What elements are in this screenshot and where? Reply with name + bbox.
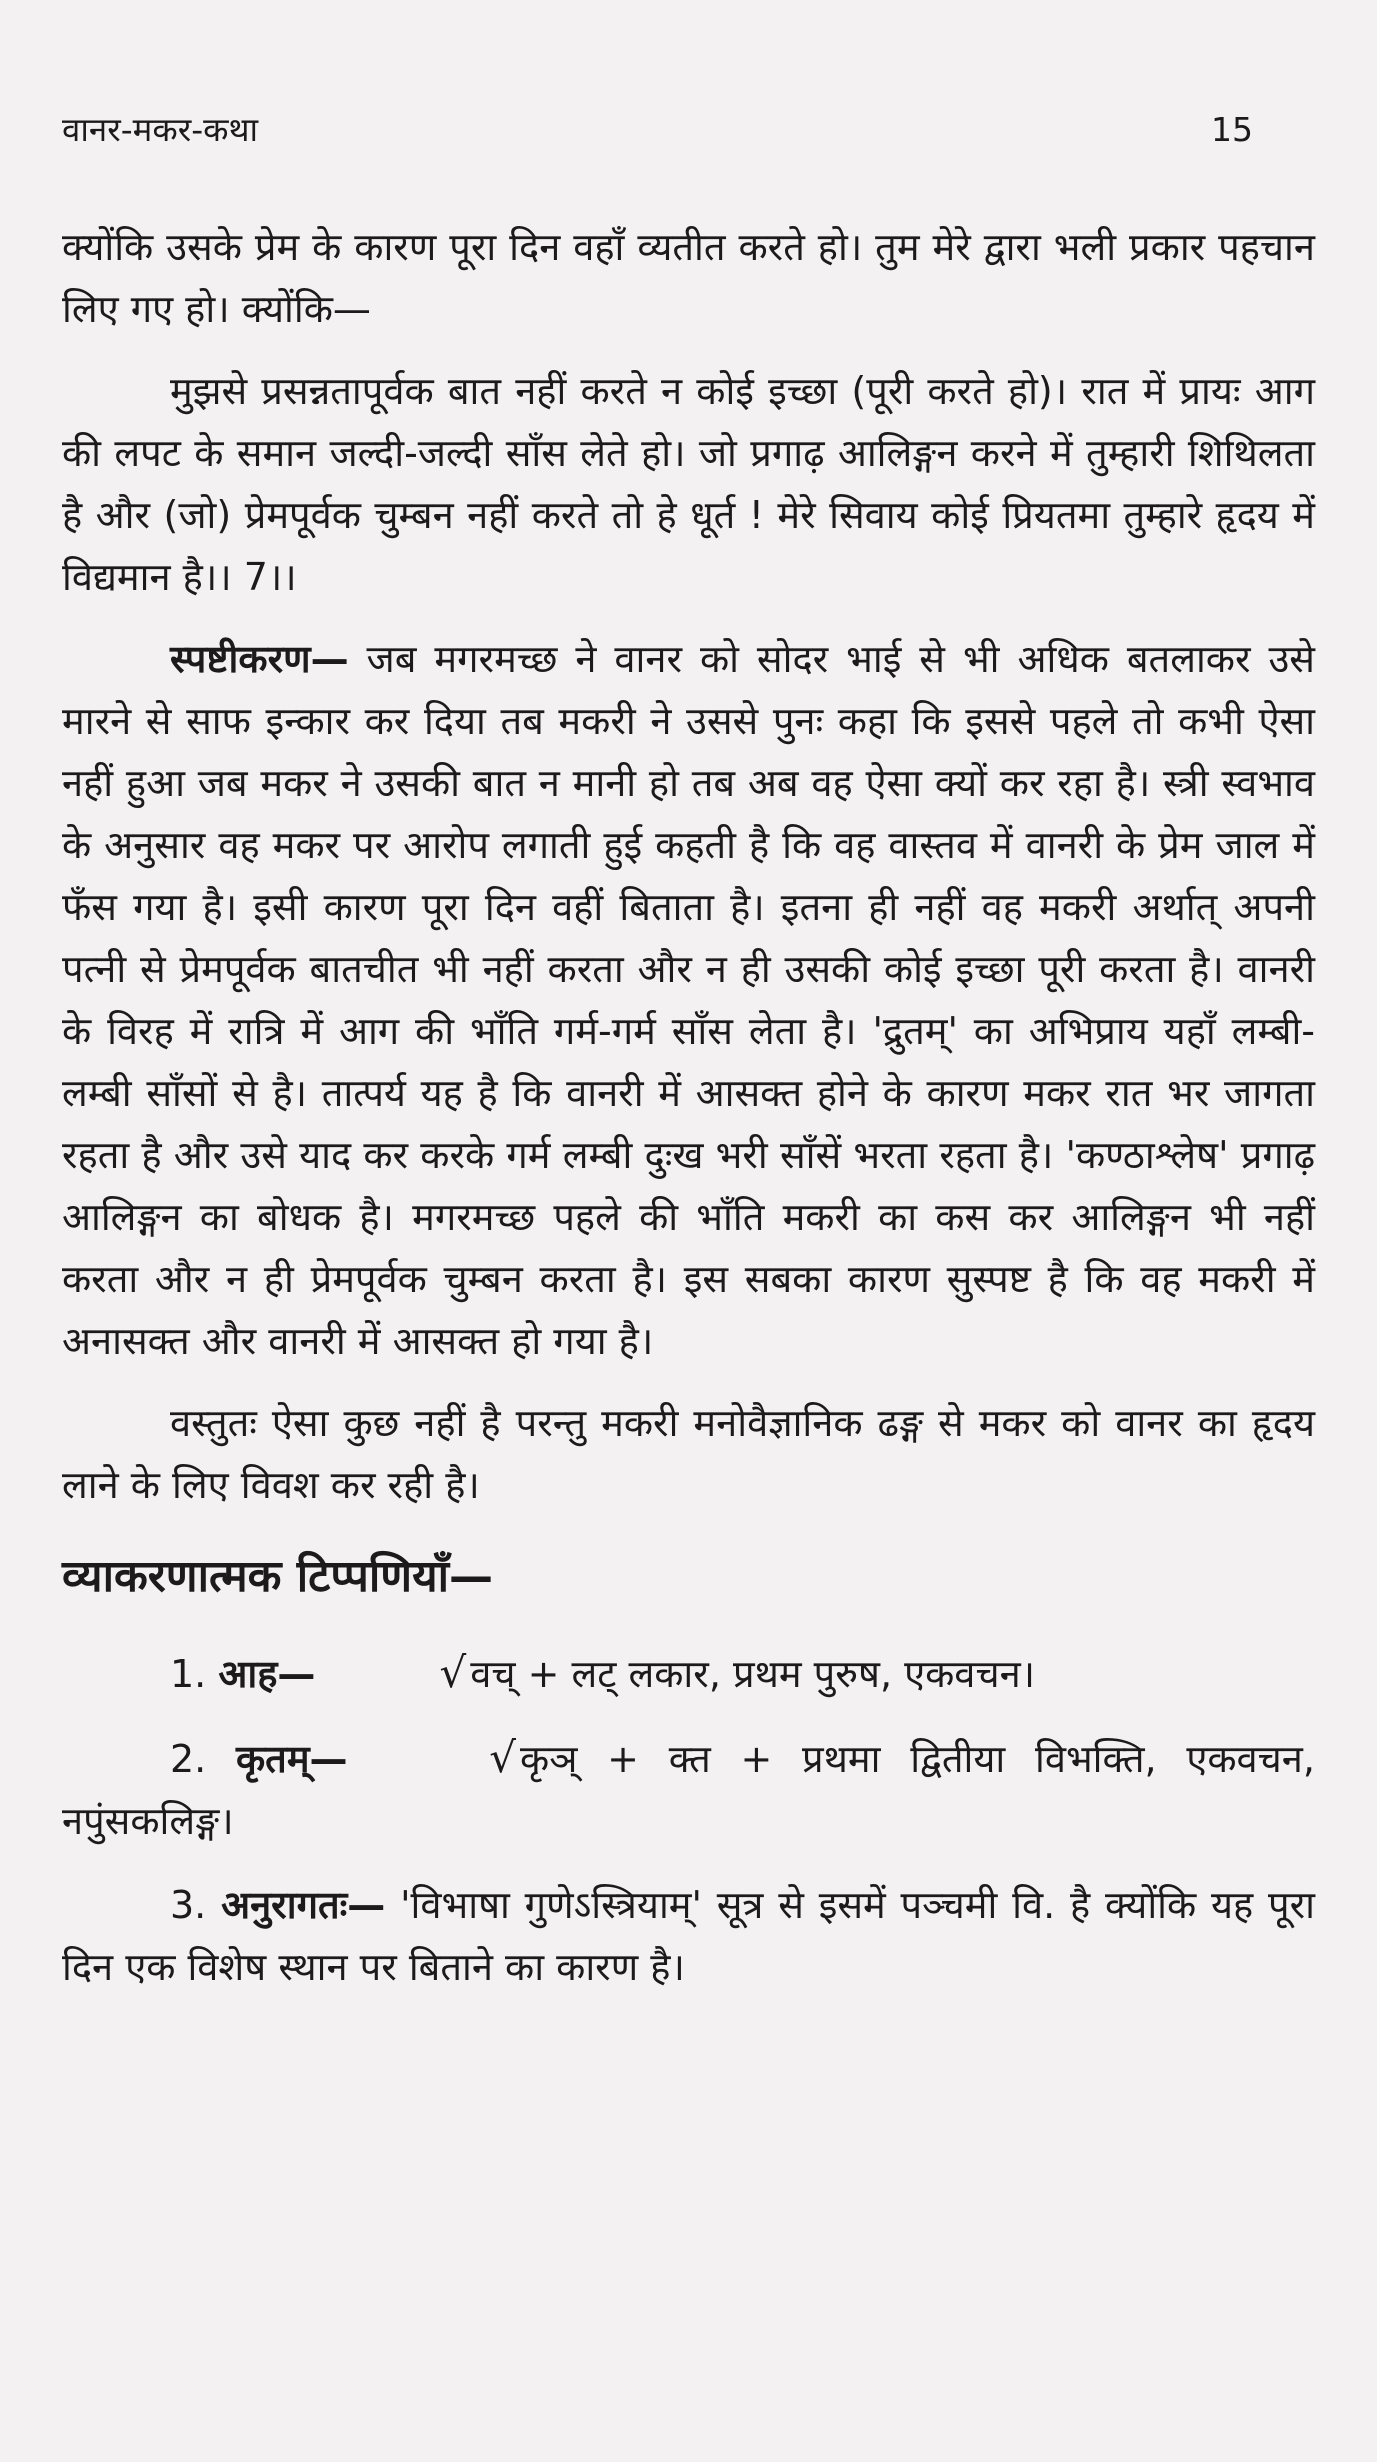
grammar-note-item bbox=[62, 1874, 1315, 1998]
paragraph-text: वस्तुतः ऐसा कुछ नहीं है परन्तु मकरी मनोवैज्ञानिक ढङ्ग से मकर को वानर का हृदय लाने के लिए विवश कर रही है। bbox=[62, 1401, 1315, 1507]
running-header bbox=[62, 108, 1315, 152]
note-term: अनुरागतः— bbox=[221, 1883, 386, 1927]
running-title: वानर-मकर-कथा bbox=[62, 110, 259, 149]
note-text: कृञ् + क्त + प्रथमा द्वितीया विभक्ति, एकवचन, नपुंसकलिङ्ग। bbox=[62, 1737, 1315, 1843]
note-term: कृतम्— bbox=[235, 1737, 348, 1781]
explanation-lead: स्पष्टीकरण— bbox=[170, 637, 349, 681]
note-text: वच् + लट् लकार, प्रथम पुरुष, एकवचन। bbox=[470, 1652, 1036, 1696]
grammar-notes-heading: व्याकरणात्मक टिप्पणियाँ— bbox=[62, 1551, 493, 1602]
note-number: 3. bbox=[170, 1883, 207, 1927]
root-symbol: √ bbox=[439, 1648, 467, 1697]
note-number: 2. bbox=[170, 1737, 207, 1781]
paragraph-text: जब मगरमच्छ ने वानर को सोदर भाई से भी अधिक बतलाकर उसे मारने से साफ इन्कार कर दिया तब मकरी ने उससे पुनः कहा कि इससे पहले तो कभी ऐसा नहीं हुआ जब मकर ने उसकी बात न मानी हो तब अब वह ऐसा क्यों कर रहा है। स्त्री स्वभाव के अनुसार वह मकर पर आरोप लगाती हुई कहती है कि वह वास्तव में वानरी के प्रेम जाल में फँस गया है। इसी कारण पूरा दिन वहीं बिताता है। इतना ही नहीं वह मकरी अर्थात् अपनी पत्नी से प्रेमपूर्वक बातचीत भी नहीं करता और न ही उसकी कोई इच्छा पूरी करता है। वानरी के विरह में रात्रि में आग की भाँति गर्म-गर्म साँस लेता है। 'द्रुतम्' का अभिप्राय यहाँ लम्बी-लम्बी साँसों से है। तात्पर्य यह है कि वानरी में आसक्त होने के कारण मकर रात भर जागता रहता है और उसे याद कर करके गर्म लम्बी दुःख भरी साँसें भरता रहता है। 'कण्ठाश्लेष' प्रगाढ़ आलिङ्गन का बोधक है। मगरमच्छ पहले की भाँति मकरी का कस कर आलिङ्गन भी नहीं करता और न ही प्रेमपूर्वक चुम्बन करता है। इस सबका कारण सुस्पष्ट है कि वह मकरी में अनासक्त और वानरी में आसक्त हो गया है। bbox=[62, 637, 1315, 1363]
paragraph-verse-translation bbox=[62, 360, 1315, 608]
paragraph-text: मुझसे प्रसन्नतापूर्वक बात नहीं करते न कोई इच्छा (पूरी करते हो)। रात में प्रायः आग की लपट के समान जल्दी-जल्दी साँस लेते हो। जो प्रगाढ़ आलिङ्गन करने में तुम्हारी शिथिलता है और (जो) प्रेमपूर्वक चुम्बन नहीं करते तो हे धूर्त ! मेरे सिवाय कोई प्रियतमा तुम्हारे हृदय में विद्यमान है।। 7।। bbox=[62, 369, 1315, 599]
note-text: 'विभाषा गुणेऽस्त्रियाम्' सूत्र से इसमें पञ्चमी वि. है क्योंकि यह पूरा दिन एक विशेष स्थान पर बिताने का कारण है। bbox=[62, 1883, 1315, 1989]
paragraph-continuation bbox=[62, 216, 1315, 340]
paragraph-conclusion bbox=[62, 1392, 1315, 1516]
root-symbol: √ bbox=[489, 1733, 517, 1782]
page-number: 15 bbox=[1211, 110, 1253, 149]
paragraph-explanation bbox=[62, 628, 1315, 1372]
note-term: आह— bbox=[218, 1652, 316, 1696]
note-number: 1. bbox=[170, 1652, 207, 1696]
paragraph-text: क्योंकि उसके प्रेम के कारण पूरा दिन वहाँ व्यतीत करते हो। तुम मेरे द्वारा भली प्रकार पहचान लिए गए हो। क्योंकि— bbox=[62, 225, 1315, 331]
grammar-note-item bbox=[62, 1727, 1315, 1852]
grammar-note-item bbox=[62, 1642, 1315, 1705]
